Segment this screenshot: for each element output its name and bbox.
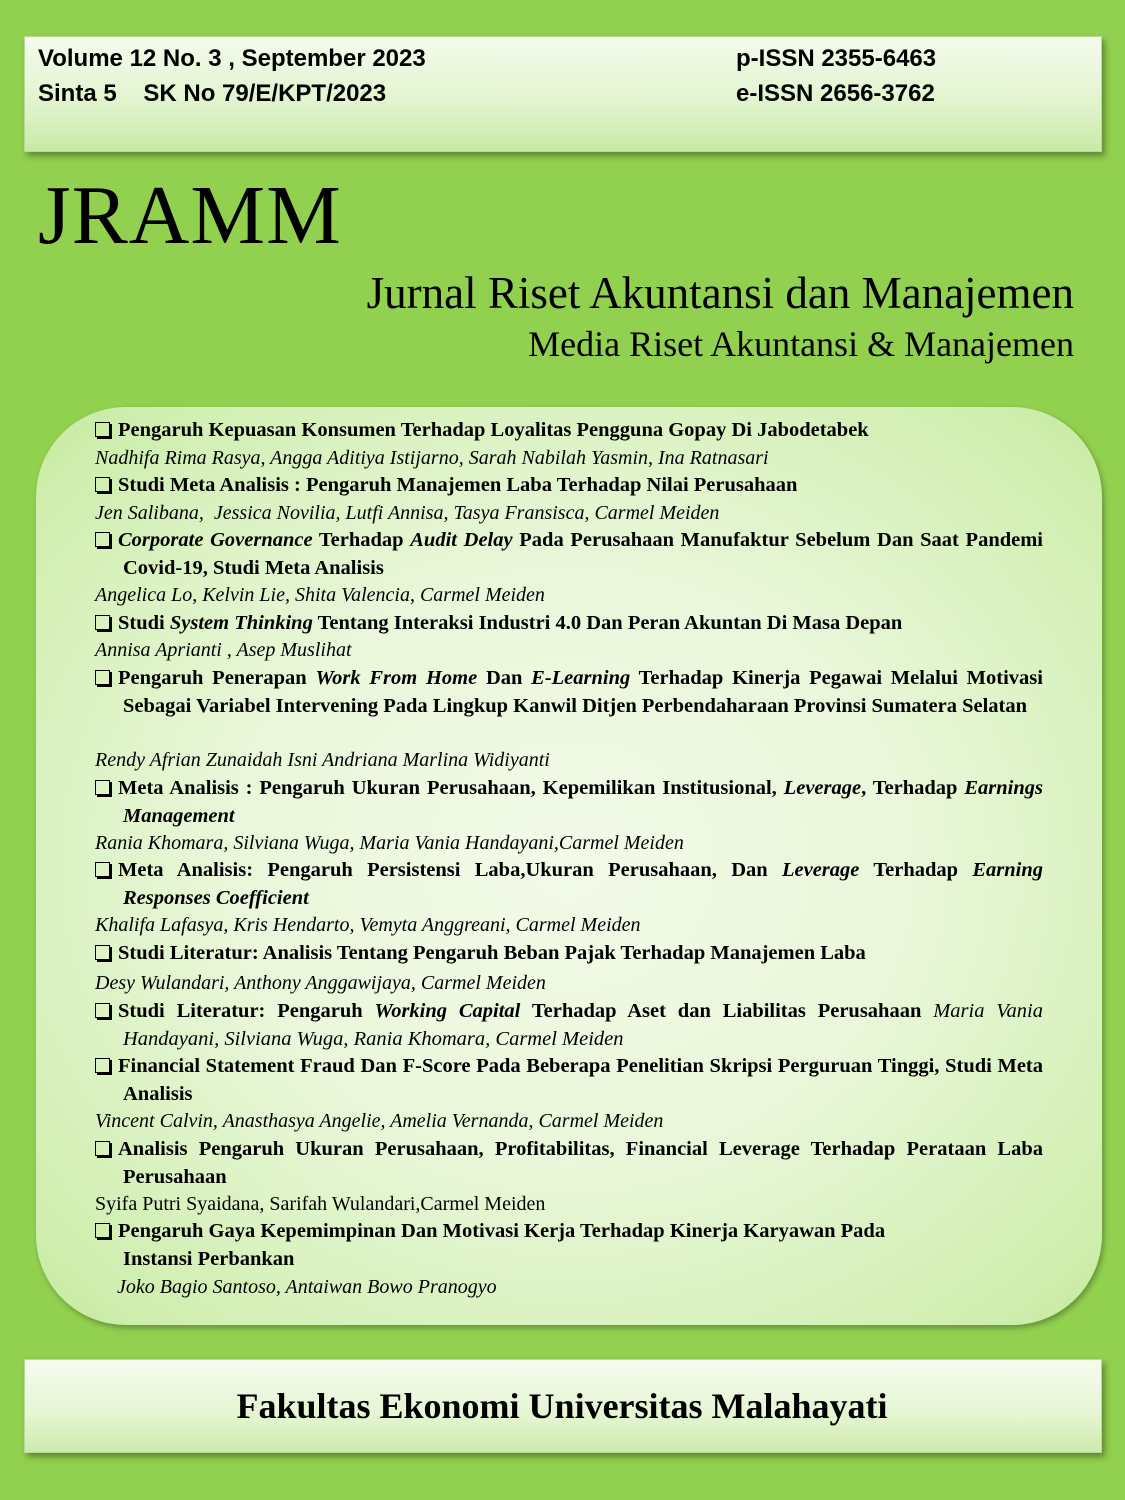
checkbox-bullet-icon: [95, 1058, 110, 1073]
article-authors: Nadhifa Rima Rasya, Angga Aditiya Istijarno, Sarah Nabilah Yasmin, Ina Ratnasari: [95, 447, 769, 469]
journal-abbreviation: JRAMM: [38, 169, 342, 262]
article-title[interactable]: Studi System Thinking Tentang Interaksi Industri 4.0 Dan Peran Akuntan Di Masa Depan: [95, 610, 1043, 638]
article-title[interactable]: Corporate Governance Terhadap Audit Delay Pada Perusahaan Manufaktur Sebelum Dan Saat Pandemi Covid-19, Studi Meta Analisis: [95, 527, 1043, 582]
checkbox-bullet-icon: [95, 477, 110, 492]
journal-title: Jurnal Riset Akuntansi dan Manajemen: [366, 268, 1074, 318]
article-title[interactable]: Studi Literatur: Analisis Tentang Pengaruh Beban Pajak Terhadap Manajemen Laba: [95, 940, 1043, 968]
pissn: p-ISSN 2355-6463: [736, 45, 937, 72]
article-authors: Rania Khomara, Silviana Wuga, Maria Vania Handayani,Carmel Meiden: [95, 832, 684, 854]
checkbox-bullet-icon: [95, 615, 110, 630]
article-authors: Maria Vania Handayani, Silviana Wuga, Rania Khomara, Carmel Meiden: [123, 1000, 1043, 1050]
article-authors: Vincent Calvin, Anasthasya Angelie, Amelia Vernanda, Carmel Meiden: [95, 1110, 664, 1132]
checkbox-bullet-icon: [95, 670, 110, 685]
faculty-name: Fakultas Ekonomi Universitas Malahayati: [236, 1386, 888, 1426]
article-authors: Annisa Aprianti , Asep Muslihat: [95, 639, 352, 661]
checkbox-bullet-icon: [95, 945, 110, 960]
eissn: e-ISSN 2656-3762: [736, 80, 935, 107]
article-title[interactable]: Analisis Pengaruh Ukuran Perusahaan, Profitabilitas, Financial Leverage Terhadap Perataan Laba Perusahaan: [95, 1136, 1043, 1191]
sinta-info: Sinta 5 SK No 79/E/KPT/2023: [38, 80, 387, 107]
article-title[interactable]: Meta Analisis : Pengaruh Ukuran Perusahaan, Kepemilikan Institusional, Leverage, Terhadap Earnings Management: [95, 775, 1043, 830]
checkbox-bullet-icon: [95, 532, 110, 547]
checkbox-bullet-icon: [95, 422, 110, 437]
article-authors: Desy Wulandari, Anthony Anggawijaya, Carmel Meiden: [95, 972, 546, 994]
article-title[interactable]: Studi Literatur: Pengaruh Working Capital Terhadap Aset dan Liabilitas Perusahaan Maria Vania Handayani, Silviana Wuga, Rania Khomara, Carmel Meiden: [95, 998, 1043, 1053]
article-title[interactable]: Pengaruh Gaya Kepemimpinan Dan Motivasi Kerja Terhadap Kinerja Karyawan Pada Instansi Perbankan: [95, 1218, 955, 1273]
journal-subtitle: Media Riset Akuntansi & Manajemen: [528, 324, 1074, 364]
checkbox-bullet-icon: [95, 862, 110, 877]
article-authors: Joko Bagio Santoso, Antaiwan Bowo Pranogyo: [117, 1276, 497, 1298]
article-authors: Syifa Putri Syaidana, Sarifah Wulandari,Carmel Meiden: [95, 1193, 546, 1215]
checkbox-bullet-icon: [95, 1223, 110, 1238]
article-title[interactable]: Financial Statement Fraud Dan F-Score Pada Beberapa Penelitian Skripsi Perguruan Tinggi, Studi Meta Analisis: [95, 1053, 1043, 1108]
article-authors: Rendy Afrian Zunaidah Isni Andriana Marlina Widiyanti: [95, 749, 550, 771]
article-authors: Khalifa Lafasya, Kris Hendarto, Vemyta Anggreani, Carmel Meiden: [95, 914, 641, 936]
article-authors: Angelica Lo, Kelvin Lie, Shita Valencia, Carmel Meiden: [95, 584, 545, 606]
article-authors: Jen Salibana, Jessica Novilia, Lutfi Annisa, Tasya Fransisca, Carmel Meiden: [95, 502, 720, 524]
checkbox-bullet-icon: [95, 1141, 110, 1156]
volume-info: Volume 12 No. 3 , September 2023: [38, 45, 426, 72]
article-title[interactable]: Pengaruh Kepuasan Konsumen Terhadap Loyalitas Pengguna Gopay Di Jabodetabek: [95, 417, 1043, 445]
checkbox-bullet-icon: [95, 780, 110, 795]
article-title[interactable]: Studi Meta Analisis : Pengaruh Manajemen Laba Terhadap Nilai Perusahaan: [95, 472, 1043, 500]
article-title[interactable]: Pengaruh Penerapan Work From Home Dan E-Learning Terhadap Kinerja Pegawai Melalui Motivasi Sebagai Variabel Intervening Pada Lingkup Kanwil Ditjen Perbendaharaan Provinsi Sumatera Selatan: [95, 665, 1043, 720]
article-title[interactable]: Meta Analisis: Pengaruh Persistensi Laba,Ukuran Perusahaan, Dan Leverage Terhadap Earning Responses Coefficient: [95, 857, 1043, 912]
checkbox-bullet-icon: [95, 1003, 110, 1018]
